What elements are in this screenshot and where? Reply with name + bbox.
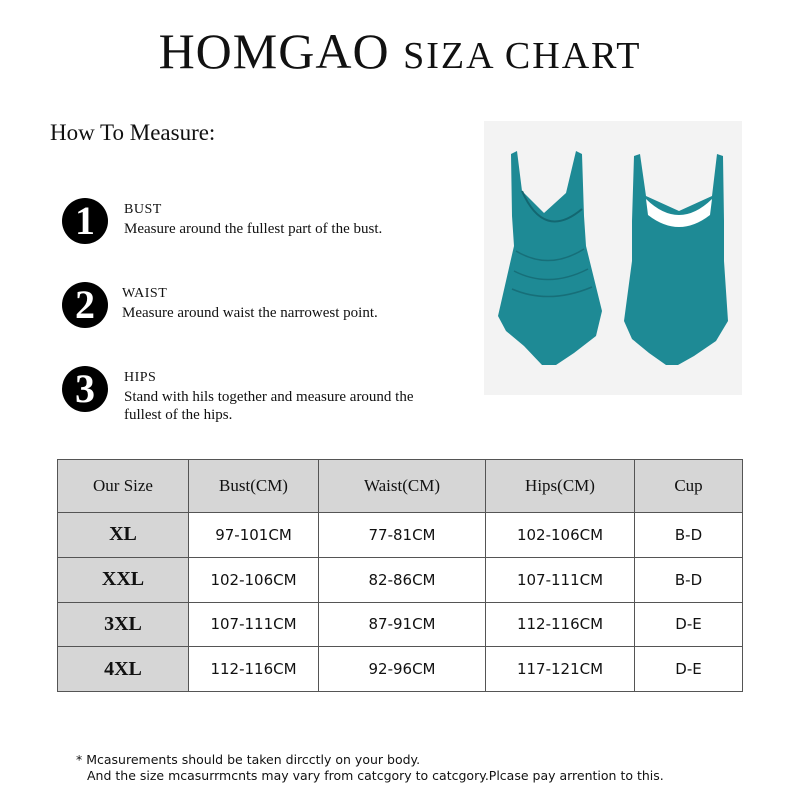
size-cell: 3XL: [58, 602, 189, 647]
hips-cell: 112-116CM: [486, 602, 635, 647]
step-description: Measure around the fullest part of the bust.: [124, 221, 383, 237]
cup-cell: B-D: [635, 557, 743, 602]
step-label: WAIST: [122, 286, 168, 301]
step-label: HIPS: [124, 370, 157, 385]
cup-cell: D-E: [635, 647, 743, 692]
swimsuit-illustration: [484, 121, 742, 395]
waist-cell: 87-91CM: [319, 602, 486, 647]
table-row: [58, 557, 743, 602]
column-header: Our Size: [58, 460, 189, 513]
note-line-2: And the size mcasurrmcnts may vary from catcgory to catcgory.Plcase pay arrention to this.: [87, 768, 664, 783]
step-description: Measure around waist the narrowest point.: [122, 305, 378, 321]
number-three-badge: 3: [62, 366, 108, 412]
table-row: [58, 602, 743, 647]
bust-cell: 107-111CM: [189, 602, 319, 647]
swimsuit-photo: [484, 121, 742, 395]
bust-cell: 112-116CM: [189, 647, 319, 692]
table-row: [58, 647, 743, 692]
column-header: Waist(CM): [319, 460, 486, 513]
column-header: Bust(CM): [189, 460, 319, 513]
bust-cell: 97-101CM: [189, 513, 319, 558]
hips-cell: 102-106CM: [486, 513, 635, 558]
measurement-note: [76, 752, 664, 784]
swimsuit-front: [498, 151, 602, 365]
table-header-row: [58, 460, 743, 513]
note-line-1: * Mcasurements should be taken dircctly on your body.: [76, 752, 421, 767]
cup-cell: D-E: [635, 602, 743, 647]
step-description: Stand with hils together and measure around the fullest of the hips.: [124, 389, 414, 423]
waist-cell: 92-96CM: [319, 647, 486, 692]
column-header: Hips(CM): [486, 460, 635, 513]
page-title: [0, 22, 800, 80]
bust-cell: 102-106CM: [189, 557, 319, 602]
size-cell: XL: [58, 513, 189, 558]
step-label: BUST: [124, 202, 162, 217]
hips-cell: 107-111CM: [486, 557, 635, 602]
waist-cell: 82-86CM: [319, 557, 486, 602]
size-cell: XXL: [58, 557, 189, 602]
title-suffix: SIZA CHART: [403, 35, 642, 77]
number-two-badge: 2: [62, 282, 108, 328]
how-to-measure-heading: How To Measure:: [50, 120, 216, 145]
brand-name: HOMGAO: [158, 23, 390, 79]
number-one-badge: 1: [62, 198, 108, 244]
swimsuit-back: [624, 154, 728, 365]
column-header: Cup: [635, 460, 743, 513]
table-row: [58, 513, 743, 558]
hips-cell: 117-121CM: [486, 647, 635, 692]
cup-cell: B-D: [635, 513, 743, 558]
size-cell: 4XL: [58, 647, 189, 692]
size-table: [57, 459, 743, 692]
waist-cell: 77-81CM: [319, 513, 486, 558]
